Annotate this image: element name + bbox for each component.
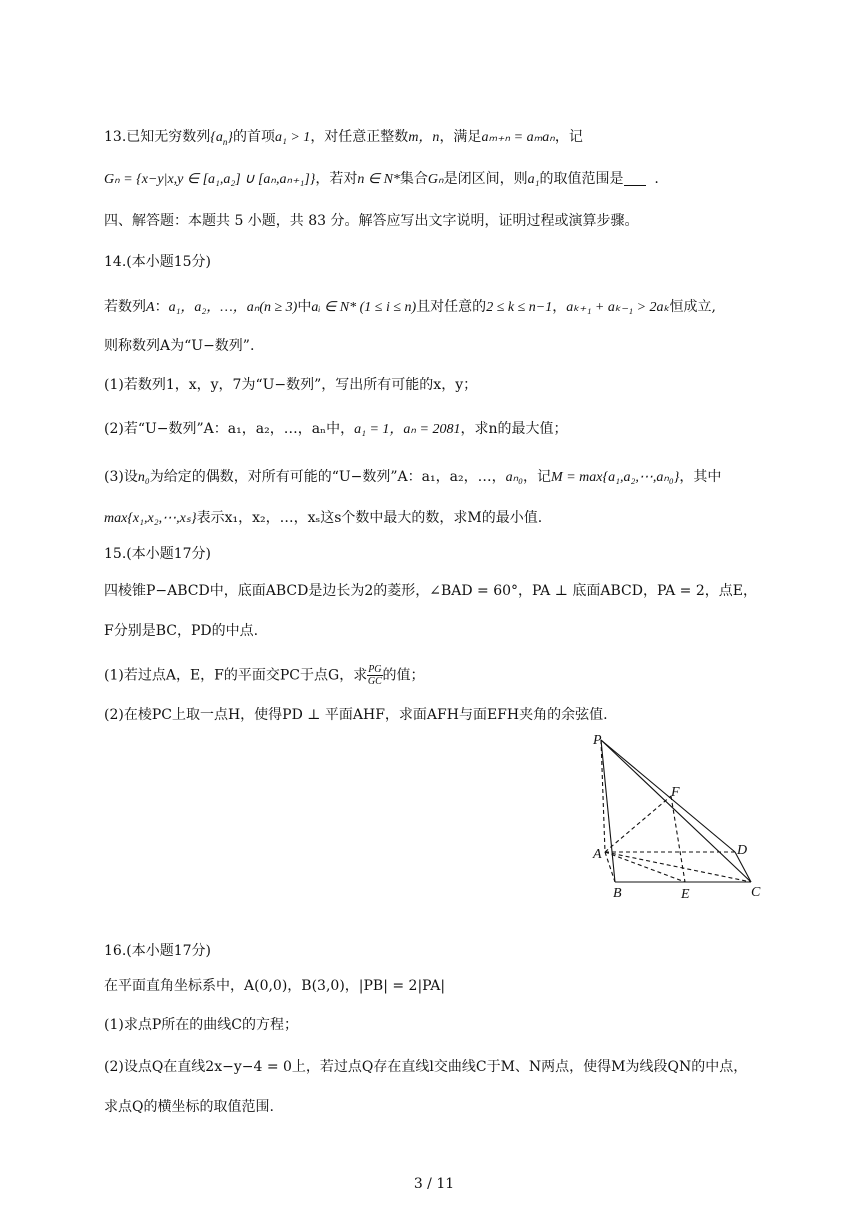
- q13-line2: [104, 168, 659, 191]
- label-b: B: [613, 886, 622, 901]
- q14-formula: aₖ₊₁ + aₖ₋₁ > 2aₖ: [566, 300, 670, 315]
- q14-formula: M = max{a₁,a₂,⋯,aₙ₀}: [551, 470, 680, 485]
- edge-ac: [605, 852, 751, 882]
- q14-part1: (1)若数列1，x，y，7为“U−数列”，写出所有可能的x，y；: [104, 377, 478, 393]
- q15-line1: 四棱锥P−ABCD中，底面ABCD是边长为2的菱形，∠BAD = 60°，PA ⊥ 底面ABCD，PA = 2，点E，: [104, 583, 757, 599]
- q13-text: .: [654, 171, 659, 187]
- edge-pc: [601, 740, 751, 882]
- section-heading: 四、解答题：本题共 5 小题，共 83 分。解答应写出文字说明，证明过程或演算步骤。: [104, 213, 639, 229]
- q15-part2: (2)在棱PC上取一点H，使得PD ⊥ 平面AHF，求面AFH与面EFH夹角的余弦值.: [104, 707, 608, 723]
- q13-text: ，记: [554, 129, 583, 145]
- answer-blank: [624, 171, 646, 186]
- q14-line1: 若数列A：a₁，a₂，…，aₙ(n ≥ 3)中aᵢ ∈ N* (1 ≤ i ≤ n)且对任意的2 ≤ k ≤ n−1，aₖ₊₁ + aₖ₋₁ > 2aₖ恒成立,: [104, 299, 716, 315]
- label-f: F: [671, 785, 680, 800]
- q13-text: 13.已知无穷数列: [104, 129, 211, 145]
- q14-formula: a₁，a₂，…，aₙ(n ≥ 3): [168, 300, 298, 315]
- label-d: D: [737, 843, 748, 858]
- q14-part3-cont: max{x₁,x₂,⋯,xₛ}表示x₁，x₂，…，xₛ这s个数中最大的数，求M的最小值.: [104, 510, 543, 526]
- label-c: C: [751, 885, 761, 900]
- q16-line1: 在平面直角坐标系中，A(0,0)，B(3,0)，|PB| = 2|PA|: [104, 978, 446, 994]
- q13-formula: aₘ₊ₙ = aₘaₙ: [481, 130, 555, 145]
- q14-formula: max{x₁,x₂,⋯,xₛ}: [104, 511, 197, 526]
- edge-af: [605, 796, 671, 852]
- q14-formula: 2 ≤ k ≤ n−1: [486, 300, 553, 315]
- q13-formula: a₁: [527, 172, 540, 187]
- q14-part2: (2)若“U−数列”A：a₁，a₂，…，aₙ中，a₁ = 1，aₙ = 2081，求n的最大值；: [104, 421, 568, 437]
- q13-text: ，若对: [315, 171, 358, 187]
- edge-ae: [605, 852, 685, 882]
- q13-formula: a₁ > 1: [274, 130, 311, 145]
- q13-line1: [104, 126, 583, 153]
- q13-text: ，满足: [439, 129, 482, 145]
- q14-line2: 则称数列A为“U−数列”.: [104, 338, 255, 354]
- q13-seq: $\{a_n\}$: [210, 130, 233, 147]
- q13-formula: m，n: [408, 130, 440, 145]
- q13-formula: n ∈ N*: [357, 172, 400, 187]
- q16-part2-cont: 求点Q的横坐标的取值范围.: [104, 1099, 274, 1115]
- fraction: $\frac{PG}{GC}$: [367, 664, 382, 687]
- label-p: P: [593, 733, 602, 748]
- q13-formula: Gₙ: [427, 172, 444, 187]
- q13-formula: Gₙ = {x−y|x,y ∈ [a₁,a₂] ∪ [aₙ,aₙ₊₁]}: [104, 172, 316, 187]
- q13-text: 的首项: [232, 129, 275, 145]
- q14-part3: (3)设n₀为给定的偶数，对所有可能的“U−数列”A：a₁，a₂，…，aₙ₀，记M = max{a₁,a₂,⋯,aₙ₀}，其中: [104, 469, 722, 485]
- q16-heading: 16.(本小题17分): [104, 943, 212, 959]
- q14-formula: aᵢ ∈ N* (1 ≤ i ≤ n): [311, 300, 417, 315]
- q15-heading: 15.(本小题17分): [104, 546, 212, 562]
- q13-text: 是闭区间，则: [443, 171, 528, 187]
- q14-formula: a₁ = 1，aₙ = 2081: [354, 422, 461, 437]
- q13-text: 的取值范围是: [539, 171, 624, 187]
- q15-line2: F分别是BC，PD的中点.: [104, 623, 259, 639]
- label-a: A: [593, 847, 602, 862]
- edge-pd: [601, 740, 735, 852]
- q15-part1: (1)若过点A，E，F的平面交PC于点G，求 $\frac{PG}{GC}$ 的值；: [104, 664, 425, 687]
- pyramid-figure: [585, 730, 775, 905]
- label-e: E: [681, 887, 690, 902]
- q13-text: 集合: [399, 171, 428, 187]
- q16-part1: (1)求点P所在的曲线C的方程；: [104, 1017, 298, 1033]
- q16-part2: (2)设点Q在直线2x−y−4 = 0上，若过点Q存在直线l交曲线C于M、N两点，使得M为线段QN的中点，: [104, 1059, 748, 1075]
- q14-heading: 14.(本小题15分): [104, 254, 212, 270]
- q13-text: ，对任意正整数: [310, 129, 409, 145]
- page-number: 3 / 11: [413, 1176, 455, 1192]
